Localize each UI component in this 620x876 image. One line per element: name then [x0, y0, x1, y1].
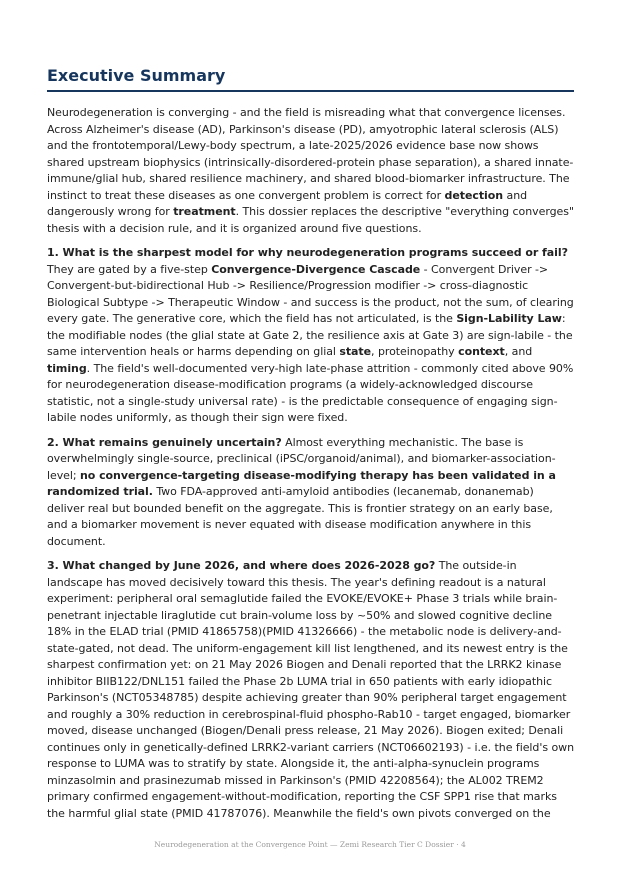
- text-run: , proteinopathy: [371, 345, 459, 358]
- question-2-heading: 2. What remains genuinely uncertain?: [47, 435, 282, 449]
- question-1-paragraph: [47, 245, 574, 427]
- emphasis-context: context: [458, 345, 505, 358]
- emphasis-sign-lability: Sign-Lability Law: [456, 312, 562, 325]
- text-run: : the modifiable nodes (the glial state at Gate 2, the resilience axis at Gate 3) are sign-labile - the same intervention heals or harms depending on glial: [47, 312, 573, 358]
- question-2-paragraph: [47, 435, 574, 551]
- emphasis-detection: detection: [444, 188, 504, 202]
- text-run: - Convergent Driver -> Convergent-but-bidirectional Hub -> Resilience/Progression modifier -> cross-diagnostic Biological Subtype -> Therapeutic Window - and success is the product, not the sum, of clearing every gate. The generative core, which the field has not articulated, is the: [47, 262, 574, 325]
- text-run: They are gated by a five-step: [47, 262, 212, 276]
- question-3-heading: 3. What changed by June 2026, and where does 2026-2028 go?: [47, 559, 436, 572]
- question-3-paragraph: [47, 558, 574, 822]
- question-1-heading: 1. What is the sharpest model for why neurodegeneration programs succeed or fail?: [47, 246, 568, 259]
- text-run: Neurodegeneration is converging - and the field is misreading what that convergence licenses. Across Alzheimer's disease (AD), Parkinson's disease (PD), amyotrophic lateral sclerosis (ALS) and the frontotemporal/Lewy-body spectrum, a late-2025/2026 evidence base now shows shared upstream biophysics (intrinsically-disordered-protein phase separation), a shared innate-immune/glial hub, shared resilience machinery, and shared blood-biomarker infrastructure. The instinct to treat these diseases as one convergent problem is correct for: [47, 106, 574, 202]
- emphasis-timing: timing: [47, 361, 87, 375]
- emphasis-treatment: treatment: [173, 205, 236, 218]
- text-run: . The field's well-documented very-high late-phase attrition - commonly cited above 90% for neurodegeneration disease-modification programs (a widely-acknowledged discourse statistic, not a single-study universal rate) - is the predictable consequence of engaging sign-labile nodes uniformly, as though their sign were fixed.: [47, 361, 574, 424]
- page-footer: Neurodegeneration at the Convergence Point — Zemi Research Tier C Dossier · 4: [154, 840, 466, 849]
- section-heading: Executive Summary: [47, 66, 574, 92]
- text-run: Two FDA-approved anti-amyloid antibodies (lecanemab, donanemab) deliver real but bounded benefit on the aggregate. This is frontier strategy on an early base, and a biomarker movement is never equated with disease modification anywhere in this document.: [47, 485, 553, 548]
- emphasis-state: state: [339, 345, 372, 358]
- text-run: , and: [504, 345, 533, 358]
- document-page: [47, 66, 574, 822]
- text-run: and dangerously wrong for: [47, 188, 528, 218]
- text-run: The outside-in landscape has moved decisively toward this thesis. The year's defining readout is a natural experiment: peripheral oral semaglutide failed the EVOKE/EVOKE+ Phase 3 trials while brain-penetrant injectable liraglutide cut brain-volume loss by ~50% and slowed cognitive decline 18% in the ELAD trial (PMID 41865758)(PMID 41326666) - the metabolic node is delivery-and-state-gated, not dead. The uniform-engagement kill list lengthened, and its newest entry is the sharpest confirmation yet: on 21 May 2026 Biogen and Denali reported that the LRRK2 kinase inhibitor BIIB122/DNL151 failed the Phase 2b LUMA trial in 650 patients with early idiopathic Parkinson's (NCT05348785) despite achieving greater than 90% peripheral target engagement and roughly a 30% reduction in cerebrospinal-fluid phospho-Rab10 - target engaged, biomarker moved, disease unchanged (Biogen/Denali press release, 21 May 2026). Biogen exited; Denali continues only in genetically-defined LRRK2-variant carriers (NCT06602193) - i.e. the field's own response to LUMA was to stratify by state. Alongside it, the anti-alpha-synuclein programs minzasolmin and prasinezumab missed in Parkinson's (PMID 42208564); the AL002 TREM2 primary confirmed engagement-without-modification, reporting the CSF SPP1 rise that marks the harmful glial state (PMID 41787076). Meanwhile the field's own pivots converged on the: [47, 559, 575, 820]
- text-run: Almost everything mechanistic. The base is overwhelmingly single-source, preclinical (iPSC/organoid/animal), and biomarker-association-level;: [47, 435, 556, 482]
- intro-paragraph: [47, 105, 574, 237]
- emphasis-cascade: Convergence-Divergence Cascade: [211, 262, 421, 276]
- emphasis-no-validated-therapy: no convergence-targeting disease-modifying therapy has been validated in a randomized trial.: [47, 468, 556, 498]
- text-run: . This dossier replaces the descriptive "everything converges" thesis with a decision rule, and it is organized around five questions.: [47, 205, 574, 235]
